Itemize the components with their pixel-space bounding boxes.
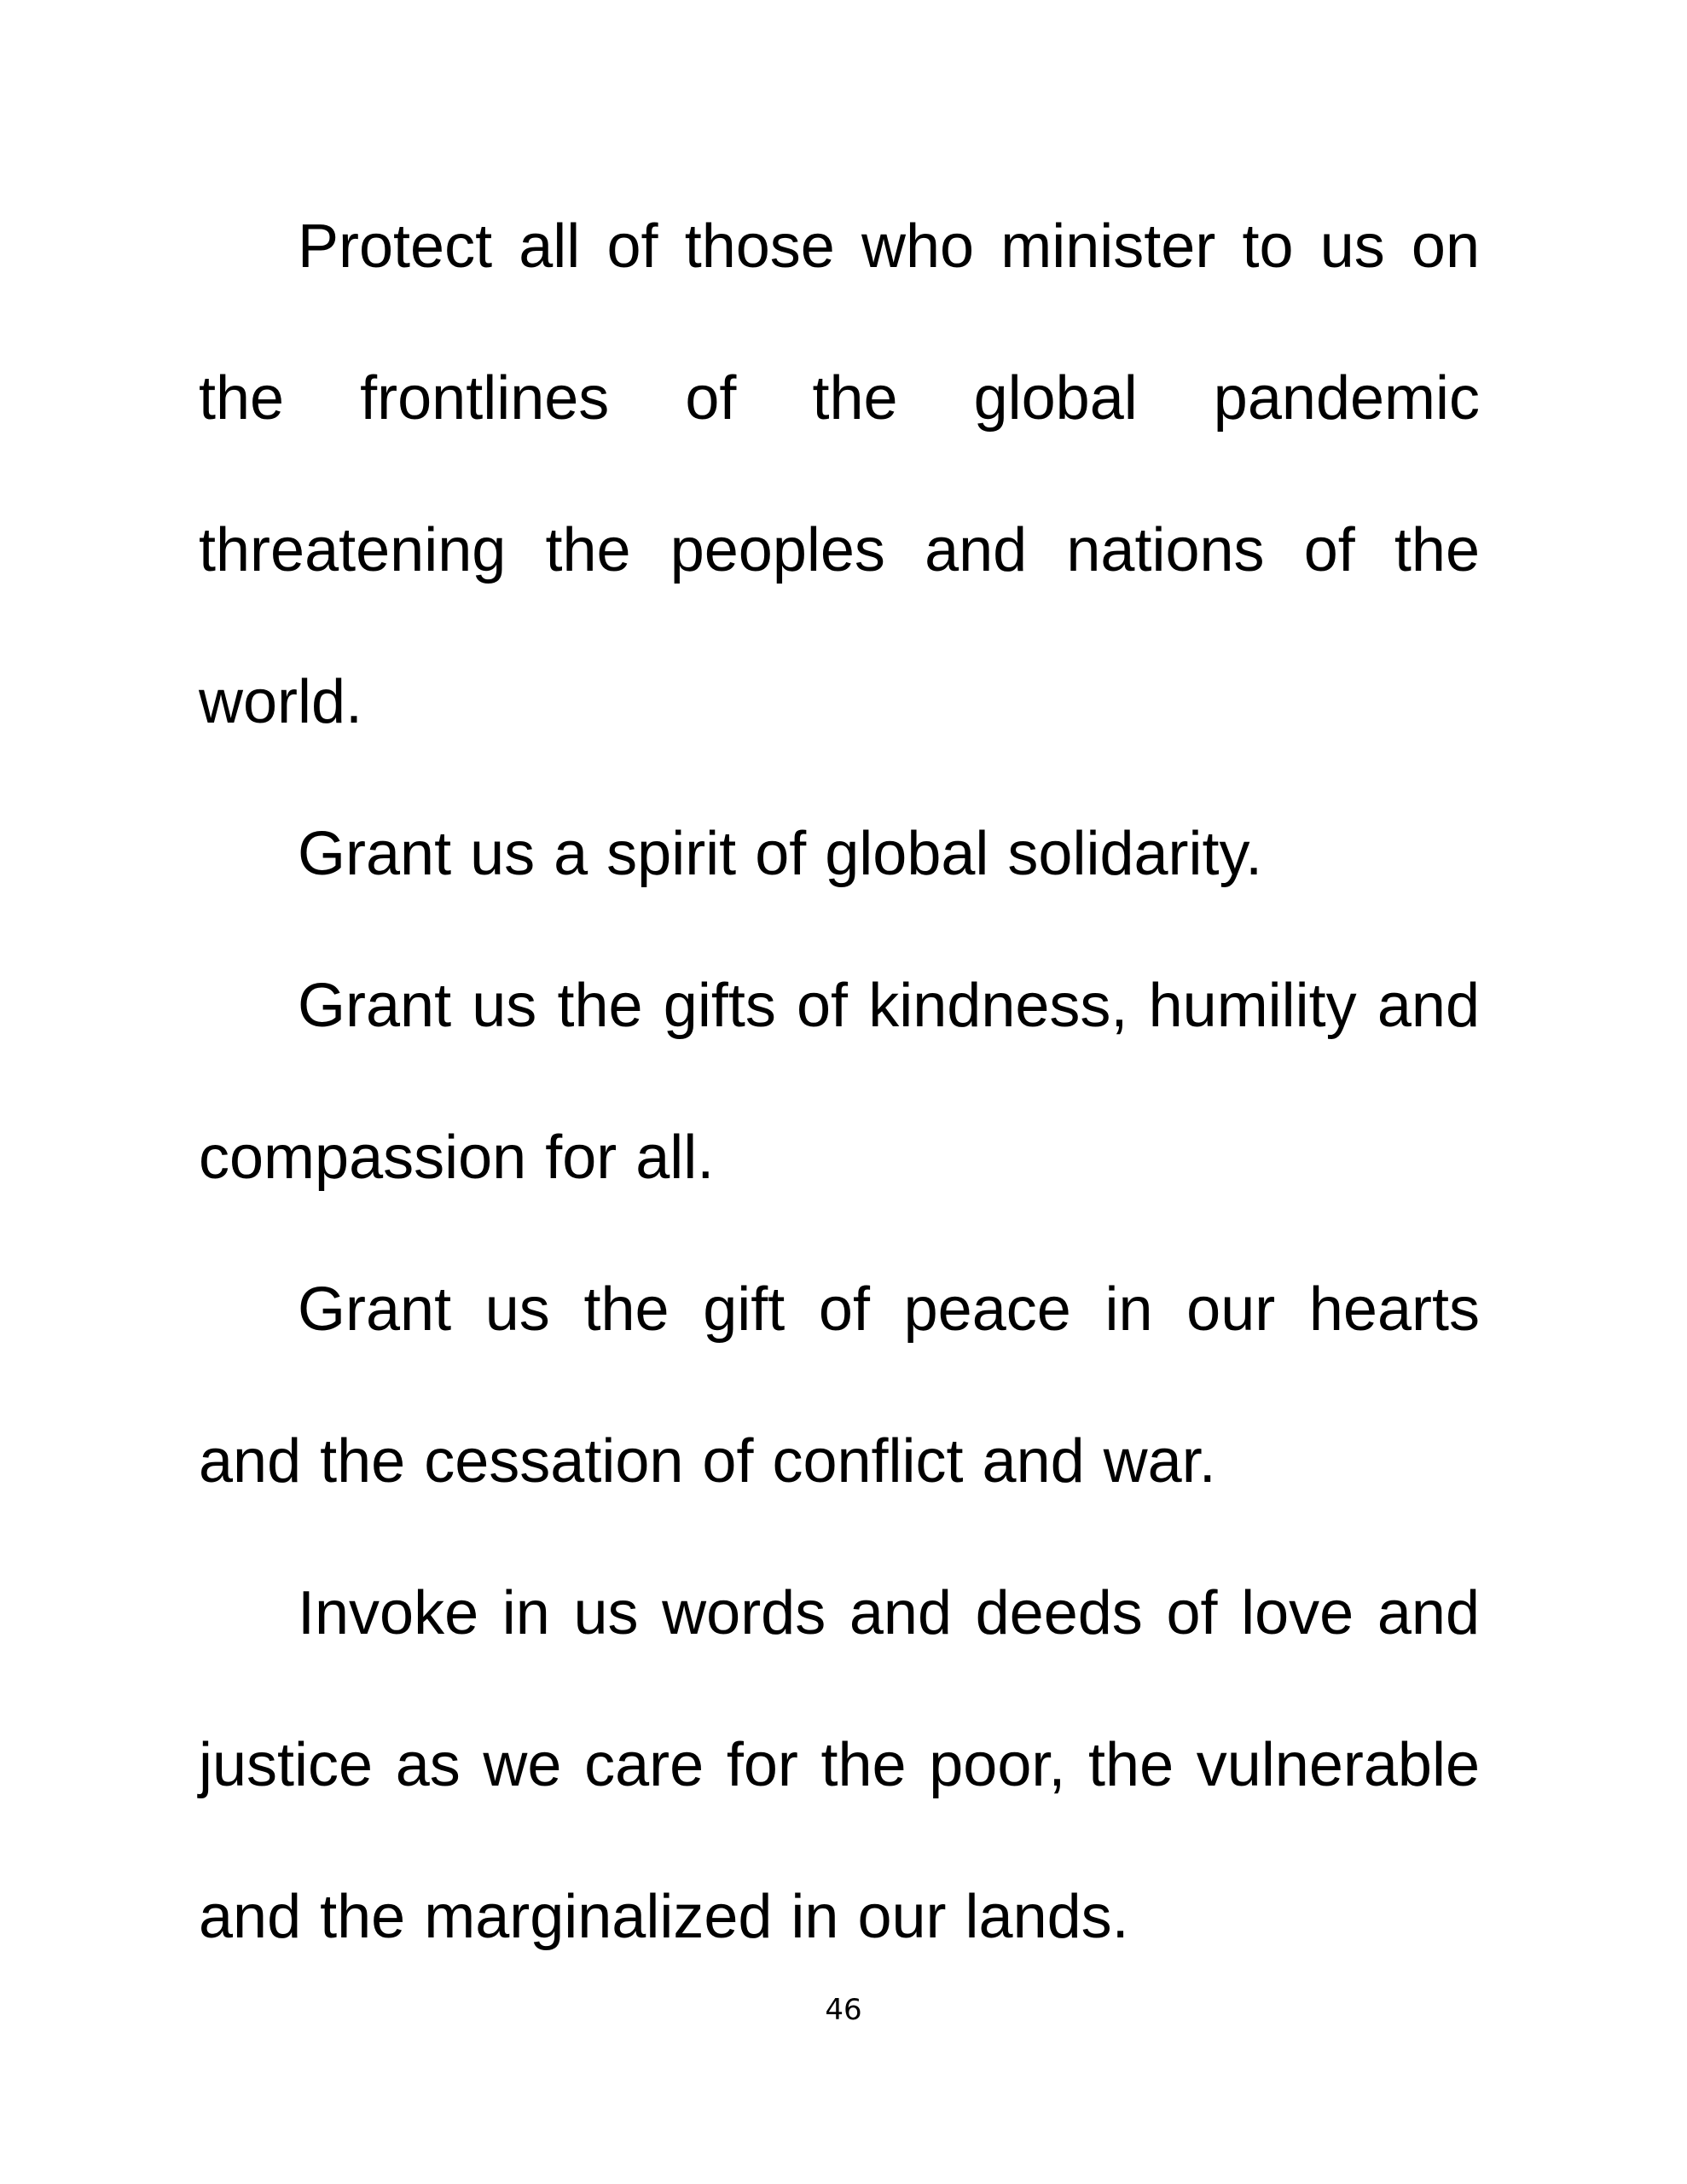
paragraph-peace: Grant us the gift of peace in our hearts and the cessation of conflict and war. [199,1275,1480,1496]
paragraph-solidarity: Grant us a spirit of global solidarity. [298,820,1263,888]
paragraph-justice: Invoke in us words and deeds of love and justice as we care for the poor, the vulnerable and the marginalized in our lands. [199,1579,1480,1951]
body-text [199,171,1480,1993]
paragraph-protect: Protect all of those who minister to us on the frontlines of the global pandemic threatening the peoples and nations of the world. [199,212,1480,736]
paragraph-kindness: Grant us the gifts of kindness, humility and compassion for all. [199,972,1480,1192]
page-number: 46 [825,1993,862,2027]
